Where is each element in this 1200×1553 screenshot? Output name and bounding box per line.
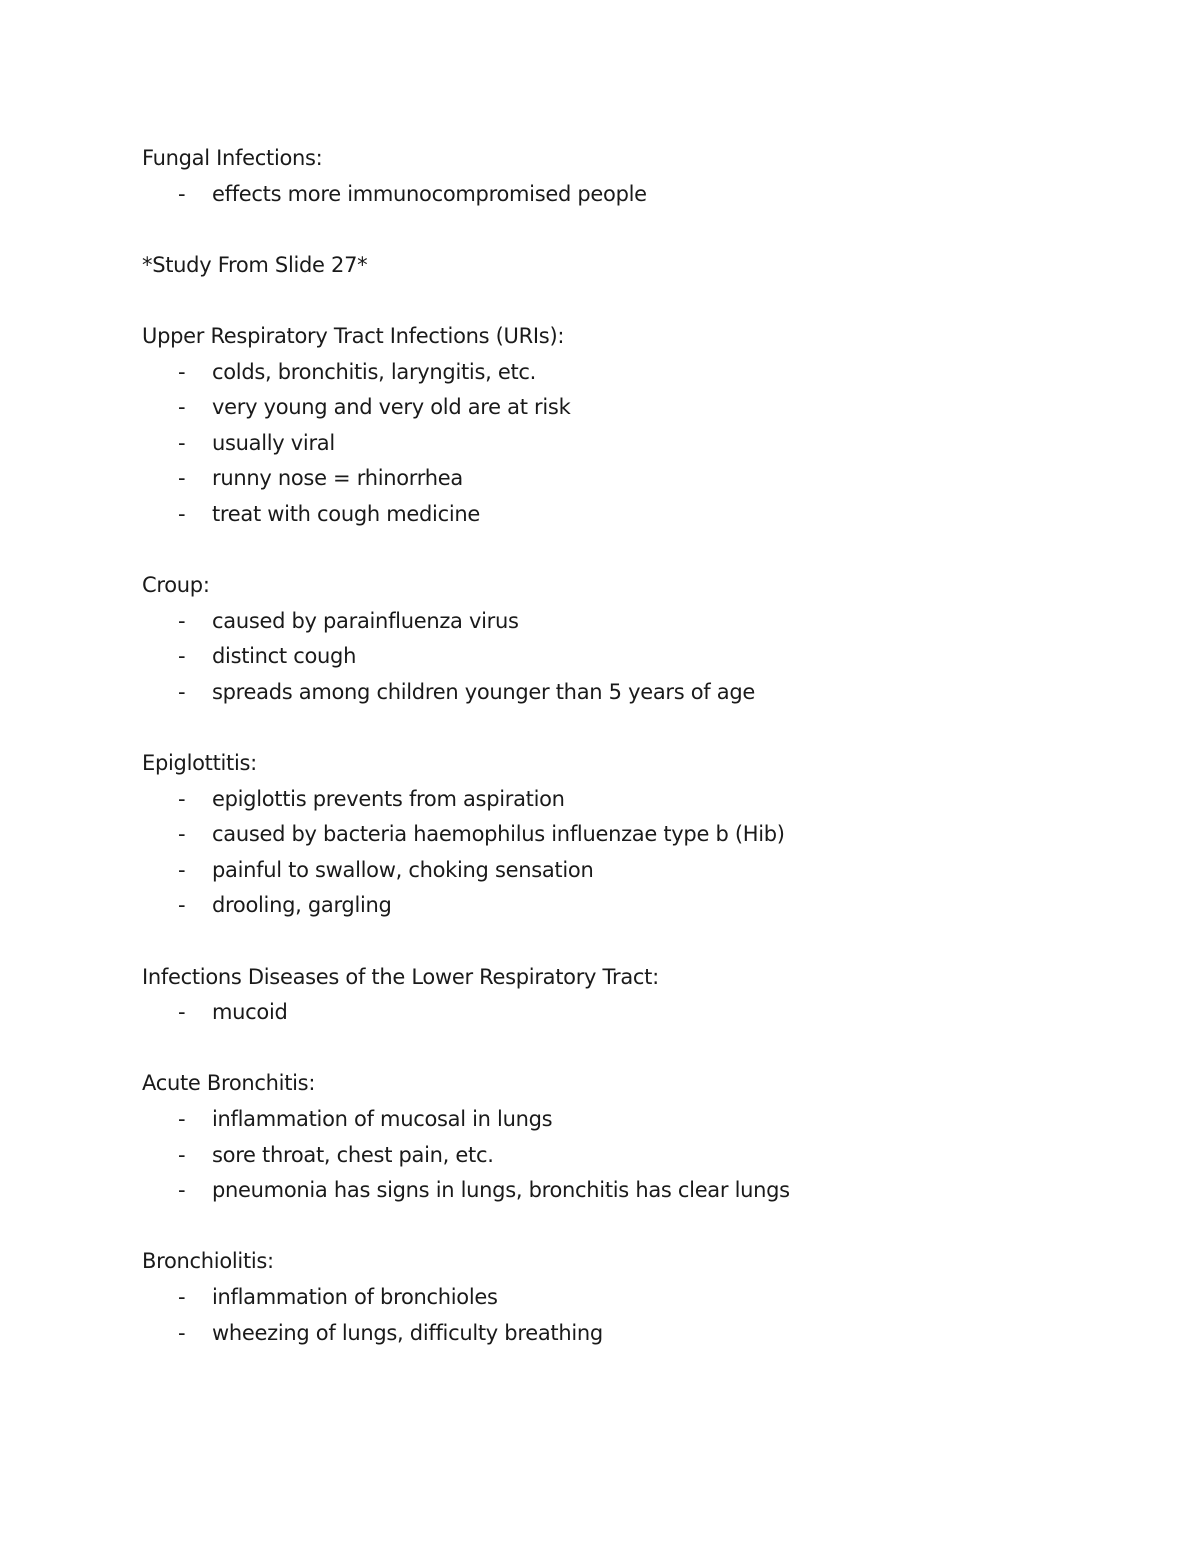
bullet-item <box>142 461 1102 497</box>
bullet-text: mucoid <box>212 1000 288 1025</box>
bullet-text: caused by parainfluenza virus <box>212 608 519 633</box>
bullet-dash: - <box>178 1142 186 1167</box>
bullet-text: drooling, gargling <box>212 893 392 918</box>
bullet-dash: - <box>178 359 186 384</box>
bullet-text: effects more immunocompromised people <box>212 181 647 206</box>
bullet-text: colds, bronchitis, laryngitis, etc. <box>212 359 537 384</box>
bullet-item <box>142 355 1102 391</box>
bullet-item <box>142 1138 1102 1174</box>
bullet-dash: - <box>178 822 186 847</box>
section-heading: Bronchiolitis: <box>142 1249 274 1274</box>
bullet-item <box>142 639 1102 675</box>
section-heading: Epiglottitis: <box>142 751 257 776</box>
bullet-text: sore throat, chest pain, etc. <box>212 1142 494 1167</box>
bullet-dash: - <box>178 1178 186 1203</box>
bullet-dash: - <box>178 786 186 811</box>
bullet-dash: - <box>178 430 186 455</box>
bullet-text: inflammation of mucosal in lungs <box>212 1107 553 1132</box>
bullet-dash: - <box>178 1285 186 1309</box>
bullet-text: very young and very old are at risk <box>212 395 571 420</box>
bullet-item <box>142 1102 1102 1138</box>
bullet-item <box>142 1316 1102 1352</box>
bullet-dash: - <box>178 857 186 882</box>
bullet-item <box>142 782 1102 818</box>
notes-content <box>142 141 1102 1351</box>
bullet-text: treat with cough medicine <box>212 501 481 526</box>
bullet-text: usually viral <box>212 430 335 455</box>
section-heading: Croup: <box>142 573 210 598</box>
bullet-dash: - <box>178 1107 186 1132</box>
bullet-text: caused by bacteria haemophilus influenzae type b (Hib) <box>212 822 785 847</box>
bullet-dash: - <box>178 679 186 704</box>
section-heading: Infections Diseases of the Lower Respiratory Tract: <box>142 964 659 989</box>
bullet-item <box>142 604 1102 640</box>
bullet-dash: - <box>178 1000 186 1025</box>
bullet-text: painful to swallow, choking sensation <box>212 857 594 882</box>
bullet-text: epiglottis prevents from aspiration <box>212 786 565 811</box>
bullet-text: spreads among children younger than 5 years of age <box>212 679 755 704</box>
bullet-item <box>142 177 1102 213</box>
bullet-item <box>142 1173 1102 1209</box>
bullet-dash: - <box>178 466 186 491</box>
bullet-item <box>142 426 1102 462</box>
bullet-text: inflammation of bronchioles <box>212 1285 498 1309</box>
bullet-dash: - <box>178 608 186 633</box>
bullet-dash: - <box>178 644 186 669</box>
bullet-item <box>142 995 1102 1031</box>
bullet-item <box>142 390 1102 426</box>
bullet-dash: - <box>178 395 186 420</box>
bullet-dash: - <box>178 1320 186 1345</box>
section-heading: Fungal Infections: <box>142 146 323 170</box>
study-note: *Study From Slide 27* <box>142 252 368 277</box>
bullet-text: wheezing of lungs, difficulty breathing <box>212 1320 603 1345</box>
bullet-dash: - <box>178 501 186 526</box>
bullet-text: runny nose = rhinorrhea <box>212 466 463 491</box>
section-heading: Acute Bronchitis: <box>142 1071 316 1096</box>
bullet-item <box>142 675 1102 711</box>
bullet-item <box>142 888 1102 924</box>
bullet-item <box>142 853 1102 889</box>
bullet-text: pneumonia has signs in lungs, bronchitis has clear lungs <box>212 1178 790 1203</box>
bullet-dash: - <box>178 893 186 918</box>
bullet-dash: - <box>178 181 186 206</box>
bullet-item <box>142 497 1102 533</box>
bullet-text: distinct cough <box>212 644 357 669</box>
bullet-item <box>142 817 1102 853</box>
bullet-item <box>142 1280 1102 1316</box>
section-heading: Upper Respiratory Tract Infections (URIs): <box>142 323 565 348</box>
